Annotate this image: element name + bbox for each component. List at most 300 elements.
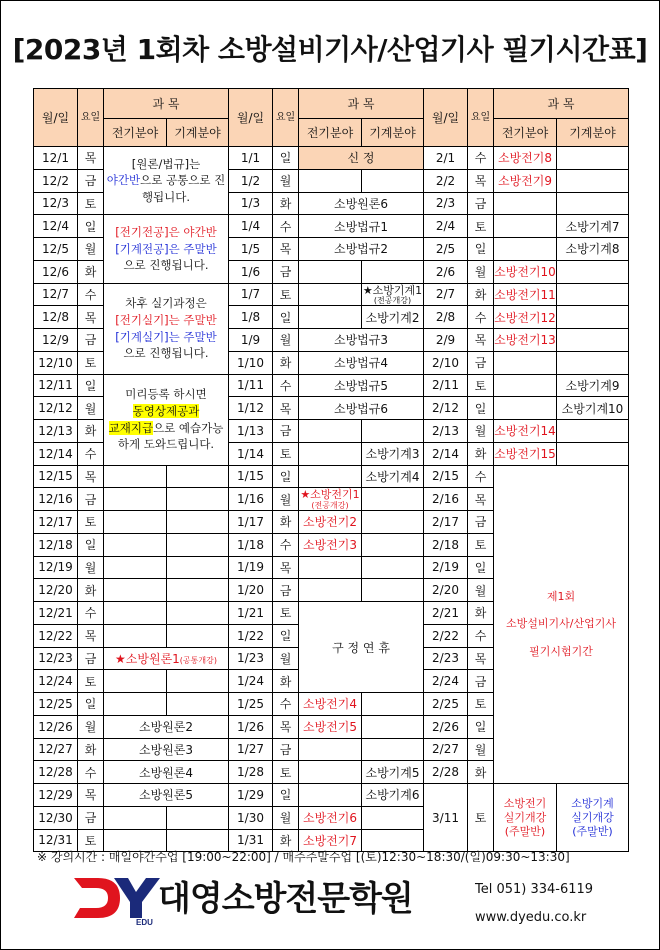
exam-period-cell: [494, 465, 629, 784]
date-cell: 12/8: [34, 306, 78, 329]
schedule-table: [33, 88, 629, 852]
dow-cell: 일: [468, 715, 494, 738]
subject-cell: 소방원론3: [104, 738, 229, 761]
mech-cell: [167, 556, 229, 579]
dow-cell: 목: [273, 556, 299, 579]
dow-cell: 토: [468, 374, 494, 397]
date-cell: 1/13: [229, 420, 273, 443]
mech-cell: [167, 624, 229, 647]
elec-cell: 소방전기8: [494, 147, 557, 170]
dow-cell: 월: [273, 488, 299, 511]
elec-cell: [104, 533, 167, 556]
dow-cell: 수: [273, 533, 299, 556]
date-cell: 1/17: [229, 511, 273, 534]
dow-cell: 토: [273, 283, 299, 306]
dow-cell: 화: [78, 579, 104, 602]
elec-cell: [299, 420, 362, 443]
date-cell: 12/28: [34, 761, 78, 784]
dow-cell: 목: [78, 784, 104, 807]
date-cell: 2/27: [424, 738, 468, 761]
mech-cell: [167, 488, 229, 511]
elec-cell: [104, 511, 167, 534]
date-cell: 12/30: [34, 806, 78, 829]
elec-practical-cell: [494, 784, 557, 852]
academy-name: 대영소방전문학원: [158, 879, 413, 919]
header-dow: 요일: [273, 89, 299, 147]
mech-cell: 소방기계7: [557, 215, 629, 238]
dow-cell: 일: [273, 147, 299, 170]
date-cell: 2/28: [424, 761, 468, 784]
date-cell: 12/15: [34, 465, 78, 488]
date-cell: 1/3: [229, 192, 273, 215]
mech-cell: 소방기계10: [557, 397, 629, 420]
date-cell: 2/7: [424, 283, 468, 306]
dow-cell: 목: [468, 647, 494, 670]
dow-cell: 금: [273, 738, 299, 761]
dow-cell: 화: [78, 260, 104, 283]
date-cell: 1/25: [229, 693, 273, 716]
date-cell: 1/12: [229, 397, 273, 420]
dow-cell: 월: [273, 169, 299, 192]
subject-cell: 소방원론5: [104, 784, 229, 807]
date-cell: 12/11: [34, 374, 78, 397]
mech-cell: 소방기계5: [362, 761, 424, 784]
dow-cell: 토: [468, 693, 494, 716]
note-text: 미리등록 하시면: [125, 387, 207, 402]
date-cell: 12/26: [34, 715, 78, 738]
dow-cell: 일: [468, 238, 494, 261]
note-text: 으로 진행됩니다.: [123, 258, 209, 273]
elec-cell: [299, 306, 362, 329]
dow-cell: 토: [468, 215, 494, 238]
dow-cell: 화: [273, 670, 299, 693]
subject-cell: 소방법규3: [299, 329, 424, 352]
elec-cell: [104, 670, 167, 693]
date-cell: 1/21: [229, 602, 273, 625]
subject-cell: 소방원론4: [104, 761, 229, 784]
logo-edu-text: EDU: [136, 918, 153, 926]
elec-cell: [104, 488, 167, 511]
dow-cell: 수: [78, 761, 104, 784]
date-cell: 2/4: [424, 215, 468, 238]
date-cell: 12/27: [34, 738, 78, 761]
dow-cell: 목: [78, 147, 104, 170]
dow-cell: 화: [273, 829, 299, 852]
dow-cell: 수: [468, 147, 494, 170]
dow-cell: 목: [78, 465, 104, 488]
elec-cell: [299, 738, 362, 761]
date-cell: 1/15: [229, 465, 273, 488]
mech-cell: 소방기계9: [557, 374, 629, 397]
header-mech: 기계분야: [557, 119, 629, 147]
dow-cell: 월: [78, 397, 104, 420]
elec-cell: 소방전기2: [299, 511, 362, 534]
note-text: 교재지급: [108, 420, 154, 435]
dow-cell: 토: [468, 784, 494, 852]
date-cell: 1/29: [229, 784, 273, 807]
elec-cell: [494, 397, 557, 420]
elec-cell: [104, 579, 167, 602]
date-cell: 2/5: [424, 238, 468, 261]
practical-text: (주말반): [572, 824, 613, 838]
date-cell: 1/2: [229, 169, 273, 192]
dow-cell: 금: [78, 329, 104, 352]
mech-cell: [362, 715, 424, 738]
elec-cell: [494, 238, 557, 261]
dow-cell: 일: [273, 784, 299, 807]
header-elec: 전기분야: [299, 119, 362, 147]
practical-text: (주말반): [504, 824, 546, 838]
date-cell: 12/1: [34, 147, 78, 170]
note-text: [전기전공]은 야간반: [115, 224, 217, 239]
table-row: [34, 374, 629, 397]
dow-cell: 월: [78, 238, 104, 261]
elec-cell: [104, 806, 167, 829]
date-cell: 12/7: [34, 283, 78, 306]
date-cell: 2/22: [424, 624, 468, 647]
date-cell: 1/16: [229, 488, 273, 511]
mech-cell: 소방기계2: [362, 306, 424, 329]
dow-cell: 월: [468, 738, 494, 761]
mech-cell: [557, 283, 629, 306]
date-cell: 1/30: [229, 806, 273, 829]
dow-cell: 월: [468, 420, 494, 443]
elec-cell: [494, 351, 557, 374]
date-cell: 12/24: [34, 670, 78, 693]
date-cell: 1/23: [229, 647, 273, 670]
mech-cell: [557, 260, 629, 283]
mech-cell: [557, 147, 629, 170]
dow-cell: 일: [78, 693, 104, 716]
date-cell: 1/10: [229, 351, 273, 374]
dow-cell: 금: [78, 169, 104, 192]
date-cell: 2/24: [424, 670, 468, 693]
dow-cell: 일: [468, 397, 494, 420]
date-cell: 2/23: [424, 647, 468, 670]
dow-cell: 토: [273, 442, 299, 465]
date-cell: 2/1: [424, 147, 468, 170]
date-cell: 2/17: [424, 511, 468, 534]
date-cell: 3/11: [424, 784, 468, 852]
date-cell: 12/6: [34, 260, 78, 283]
header-subject: 과 목: [104, 89, 229, 119]
dow-cell: 토: [78, 192, 104, 215]
dow-cell: 토: [273, 761, 299, 784]
dow-cell: 수: [78, 442, 104, 465]
date-cell: 1/7: [229, 283, 273, 306]
mech-cell: [362, 556, 424, 579]
date-cell: 2/2: [424, 169, 468, 192]
date-cell: 1/24: [229, 670, 273, 693]
header-elec: 전기분야: [494, 119, 557, 147]
subject-tag: (공통개강): [179, 655, 217, 665]
date-cell: 12/21: [34, 602, 78, 625]
dow-cell: 금: [468, 192, 494, 215]
contact-info: [475, 876, 593, 932]
dow-cell: 화: [468, 761, 494, 784]
dow-cell: 토: [78, 351, 104, 374]
dow-cell: 금: [78, 806, 104, 829]
subject-tag: (전공개강): [311, 501, 349, 510]
elec-cell: [299, 556, 362, 579]
mech-cell: [362, 283, 424, 306]
subject-text: ★소방원론1: [115, 651, 180, 666]
date-cell: 1/9: [229, 329, 273, 352]
date-cell: 12/4: [34, 215, 78, 238]
dow-cell: 일: [78, 533, 104, 556]
date-cell: 12/3: [34, 192, 78, 215]
dow-cell: 화: [273, 351, 299, 374]
mech-cell: [362, 738, 424, 761]
date-cell: 2/9: [424, 329, 468, 352]
date-cell: 12/16: [34, 488, 78, 511]
elec-cell: [299, 465, 362, 488]
date-cell: 2/14: [424, 442, 468, 465]
mech-cell: [167, 670, 229, 693]
dow-cell: 일: [468, 556, 494, 579]
date-cell: 1/4: [229, 215, 273, 238]
dow-cell: 목: [273, 238, 299, 261]
header-mech: 기계분야: [167, 119, 229, 147]
elec-cell: 소방전기5: [299, 715, 362, 738]
mech-cell: [362, 693, 424, 716]
elec-cell: 소방전기13: [494, 329, 557, 352]
mech-cell: 소방기계4: [362, 465, 424, 488]
header-subject: 과 목: [494, 89, 629, 119]
date-cell: 12/10: [34, 351, 78, 374]
mech-cell: [167, 579, 229, 602]
date-cell: 12/9: [34, 329, 78, 352]
header-date: 월/일: [229, 89, 273, 147]
elec-cell: 소방전기10: [494, 260, 557, 283]
elec-cell: [494, 374, 557, 397]
dow-cell: 일: [78, 374, 104, 397]
mech-cell: [167, 806, 229, 829]
date-cell: 12/2: [34, 169, 78, 192]
dow-cell: 월: [468, 579, 494, 602]
date-cell: 1/31: [229, 829, 273, 852]
exam-text: 소방설비기사/산업기사: [506, 617, 616, 631]
date-cell: 1/6: [229, 260, 273, 283]
dow-cell: 화: [468, 442, 494, 465]
mech-cell: [362, 579, 424, 602]
dow-cell: 금: [468, 351, 494, 374]
dow-cell: 목: [273, 715, 299, 738]
note-text: [기계실기]는 주말반: [115, 329, 217, 344]
dow-cell: 수: [468, 624, 494, 647]
header-subject: 과 목: [299, 89, 424, 119]
subject-cell: 소방법규1: [299, 215, 424, 238]
elec-cell: [104, 465, 167, 488]
dow-cell: 월: [78, 715, 104, 738]
note-text: [전기실기]는 주말반: [115, 312, 217, 327]
elec-cell: [299, 761, 362, 784]
dow-cell: 월: [468, 260, 494, 283]
dow-cell: 목: [273, 397, 299, 420]
mech-cell: [362, 488, 424, 511]
dow-cell: 화: [78, 420, 104, 443]
date-cell: 1/1: [229, 147, 273, 170]
date-cell: 1/22: [229, 624, 273, 647]
date-cell: 2/18: [424, 533, 468, 556]
date-cell: 12/29: [34, 784, 78, 807]
table-row: [34, 147, 629, 170]
mech-cell: [557, 351, 629, 374]
dow-cell: 화: [468, 283, 494, 306]
dow-cell: 토: [273, 602, 299, 625]
elec-cell: [299, 169, 362, 192]
dow-cell: 토: [468, 533, 494, 556]
dow-cell: 화: [78, 738, 104, 761]
dow-cell: 화: [273, 192, 299, 215]
dow-cell: 수: [78, 602, 104, 625]
note-text: 야간반: [106, 173, 141, 188]
subject-cell: 소방법규5: [299, 374, 424, 397]
date-cell: 12/18: [34, 533, 78, 556]
date-cell: 1/28: [229, 761, 273, 784]
exam-text: 필기시험기간: [529, 644, 593, 658]
date-cell: 2/12: [424, 397, 468, 420]
mech-cell: [362, 169, 424, 192]
elec-cell: 소방전기3: [299, 533, 362, 556]
date-cell: 1/8: [229, 306, 273, 329]
dow-cell: 금: [273, 260, 299, 283]
phone-number: Tel 051) 334-6119: [475, 882, 594, 897]
date-cell: 12/14: [34, 442, 78, 465]
note-text: [원론/법규]는: [131, 156, 201, 171]
elec-cell: 소방전기15: [494, 442, 557, 465]
dow-cell: 목: [468, 488, 494, 511]
subject-cell: [104, 647, 229, 670]
practical-text: 소방전기: [503, 797, 547, 810]
table-row: [34, 215, 629, 238]
mech-cell: [362, 420, 424, 443]
dow-cell: 수: [273, 215, 299, 238]
mech-cell: [557, 169, 629, 192]
elec-cell: 소방전기7: [299, 829, 362, 852]
note-text: 으로 예습가능하게 도와드립니다.: [117, 420, 224, 452]
dow-cell: 금: [273, 579, 299, 602]
subject-cell: 소방원론2: [104, 715, 229, 738]
date-cell: 2/8: [424, 306, 468, 329]
date-cell: 12/19: [34, 556, 78, 579]
date-cell: 12/25: [34, 693, 78, 716]
dow-cell: 금: [468, 511, 494, 534]
mech-cell: [167, 602, 229, 625]
date-cell: 1/14: [229, 442, 273, 465]
mech-cell: [167, 533, 229, 556]
elec-cell: [299, 579, 362, 602]
dow-cell: 화: [468, 602, 494, 625]
subject-cell: 신 정: [299, 147, 424, 170]
dow-cell: 목: [78, 624, 104, 647]
elec-cell: [299, 260, 362, 283]
elec-cell: [494, 192, 557, 215]
elec-cell: 소방전기12: [494, 306, 557, 329]
mech-cell: [167, 465, 229, 488]
dow-cell: 일: [78, 215, 104, 238]
elec-cell: [299, 784, 362, 807]
header-mech: 기계분야: [362, 119, 424, 147]
exam-text: 제1회: [546, 589, 576, 603]
mech-cell: [167, 511, 229, 534]
dow-cell: 목: [468, 169, 494, 192]
dow-cell: 금: [273, 420, 299, 443]
elec-cell: [299, 442, 362, 465]
dow-cell: 목: [78, 306, 104, 329]
date-cell: 2/16: [424, 488, 468, 511]
dow-cell: 토: [78, 829, 104, 852]
dow-cell: 금: [78, 488, 104, 511]
mech-cell: [557, 192, 629, 215]
mech-cell: [557, 306, 629, 329]
subject-cell: 소방법규4: [299, 351, 424, 374]
dow-cell: 토: [78, 511, 104, 534]
mech-cell: 소방기계6: [362, 784, 424, 807]
mech-cell: [557, 442, 629, 465]
header-dow: 요일: [78, 89, 104, 147]
dow-cell: 일: [273, 624, 299, 647]
mech-cell: [362, 806, 424, 829]
note-text: 으로 진행됩니다.: [123, 346, 209, 361]
elec-cell: [299, 488, 362, 511]
dow-cell: 수: [273, 374, 299, 397]
elec-cell: 소방전기4: [299, 693, 362, 716]
holiday-cell: 구 정 연 휴: [299, 602, 424, 693]
lecture-time-note: ※ 강의시간 : 매일야간수업 [19:00~22:00] / 매주주말수업 [(토)12:30~18:30/(일)09:30~13:30]: [37, 850, 570, 864]
elec-cell: [104, 602, 167, 625]
website-url: www.dyedu.co.kr: [475, 910, 587, 925]
subject-cell: 소방원론6: [299, 192, 424, 215]
mech-cell: [362, 511, 424, 534]
table-row: [34, 283, 629, 306]
dow-cell: 수: [468, 465, 494, 488]
info-note: [104, 283, 229, 374]
mech-cell: [167, 693, 229, 716]
mech-cell: [557, 420, 629, 443]
date-cell: 1/18: [229, 533, 273, 556]
dow-cell: 월: [78, 556, 104, 579]
dow-cell: 일: [273, 465, 299, 488]
date-cell: 12/13: [34, 420, 78, 443]
date-cell: 2/3: [424, 192, 468, 215]
practical-text: 실기개강: [503, 810, 547, 824]
date-cell: 1/20: [229, 579, 273, 602]
dow-cell: 토: [78, 670, 104, 693]
info-note: [104, 147, 229, 215]
date-cell: 1/26: [229, 715, 273, 738]
dow-cell: 수: [468, 306, 494, 329]
date-cell: 12/5: [34, 238, 78, 261]
header-date: 월/일: [34, 89, 78, 147]
date-cell: 2/13: [424, 420, 468, 443]
date-cell: 2/15: [424, 465, 468, 488]
date-cell: 12/12: [34, 397, 78, 420]
subject-cell: 소방법규2: [299, 238, 424, 261]
dow-cell: 수: [78, 283, 104, 306]
subject-tag: (전공개강): [373, 296, 412, 306]
header-dow: 요일: [468, 89, 494, 147]
mech-cell: [362, 260, 424, 283]
header-date: 월/일: [424, 89, 468, 147]
mech-cell: 소방기계3: [362, 442, 424, 465]
date-cell: 1/5: [229, 238, 273, 261]
table-row: [34, 784, 629, 807]
elec-cell: [494, 215, 557, 238]
date-cell: 12/22: [34, 624, 78, 647]
practical-text: 소방기계: [571, 797, 614, 810]
header-elec: 전기분야: [104, 119, 167, 147]
